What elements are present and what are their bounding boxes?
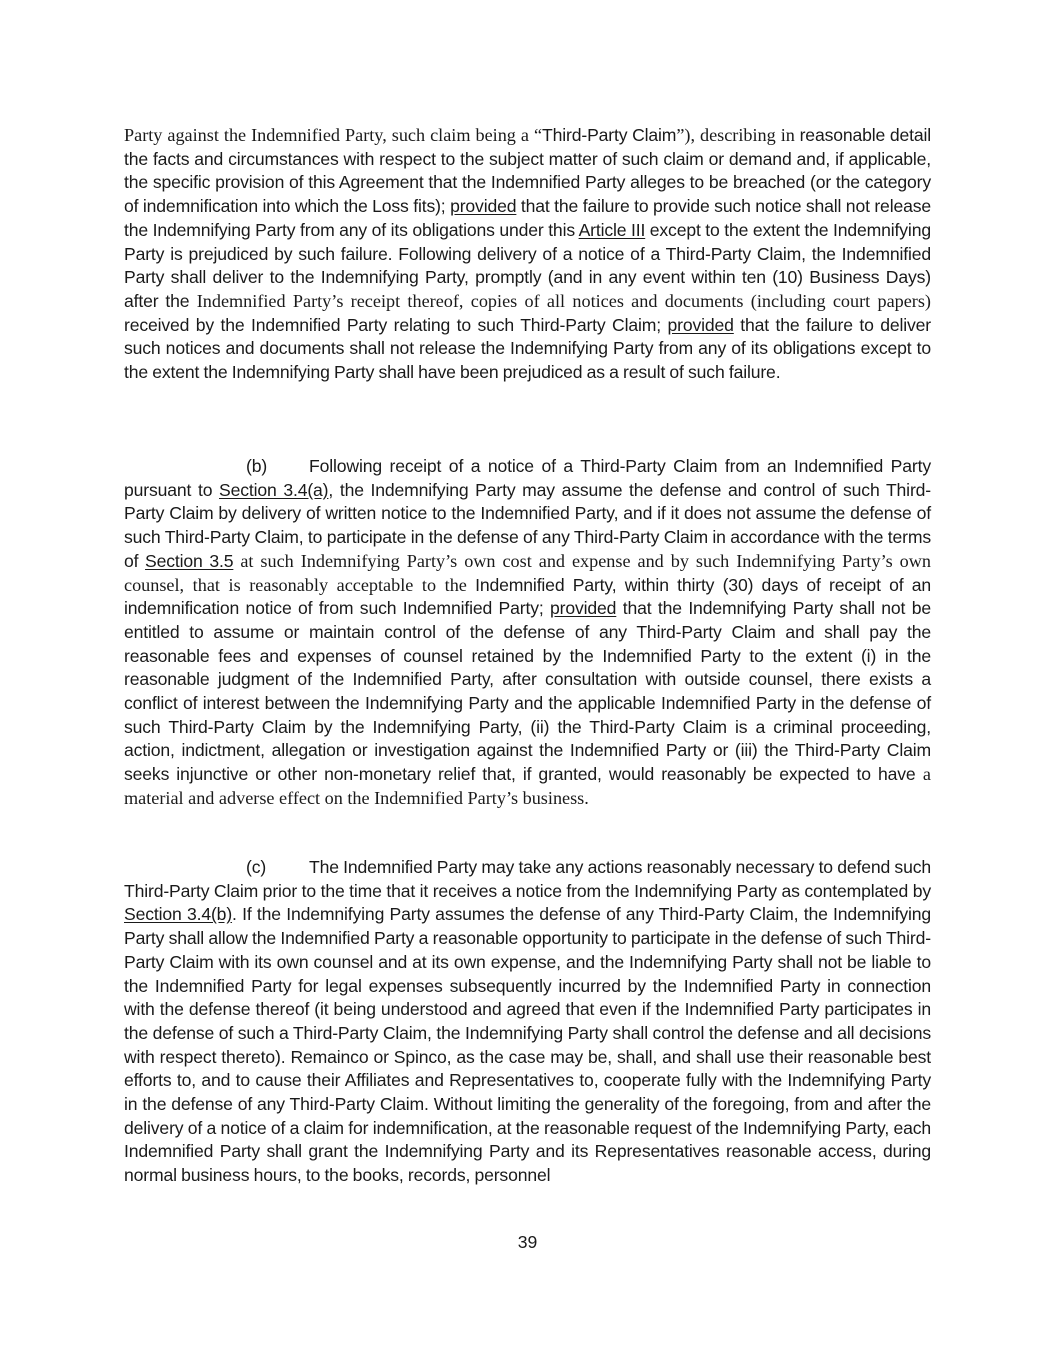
text-segment: Indemnified Party, within thirty (30) days of receipt of an indemnification notice of from such Indemnified Party;	[124, 574, 931, 619]
text-segment: The Indemnified Party may take any actions reasonably necessary to defend such Third-Party Claim prior to the time that it receives a notice from the Indemnifying Party as contemplated by	[124, 857, 931, 901]
text-segment: Indemnified Party’s receipt thereof, copies of all notices and documents (including court papers)	[189, 290, 931, 311]
article-reference: Article III	[578, 219, 646, 240]
text-segment: that the Indemnifying Party shall not be entitled to assume or maintain control of the defense of any Third-Party Claim and shall pay the reasonable fees and expenses of counsel retained by the Indemnified Party to the extent (i) in the reasonable judgment of the Indemnified Party, after consultation with outside counsel, there exists a conflict of interest between the Indemnifying Party and the applicable Indemnified Party in the defense of such Third-Party Claim by the Indemnifying Party, (ii) the Third-Party Claim is a criminal proceeding, action, indictment, allegation or investigation against the Indemnified Party or (iii) the Third-Party Claim seeks injunctive or other non-monetary relief that, if granted, would reasonably be expected to have	[124, 598, 931, 785]
text-segment: Following receipt of a notice of a Third-Party Claim from an Indemnified Party pursuant to	[124, 456, 931, 500]
text-segment: that the failure to provide such notice shall not release the Indemnifying Party from any of its obligations under this	[124, 196, 931, 240]
defined-term: Third-Party Claim	[542, 125, 677, 145]
paragraph-label: (b)	[246, 456, 268, 476]
text-segment: received by the Indemnified Party relating to such Third-Party Claim;	[124, 314, 668, 335]
text-segment: at such Indemnifying Party’s own cost and expense and by such Indemnifying Party’s own counsel, that is reasonably acceptable to the	[124, 550, 931, 595]
text-segment: reasonable detail the facts and circumstances with respect to the subject matter of such claim or demand and, if applicable, the specific provision of this Agreement that the Indemnified Party alleges to be breached (or the category of indemnification into which the Loss fits);	[124, 125, 932, 217]
text-segment: Party against the Indemnified Party, such claim being a “	[124, 125, 543, 145]
text-segment: , the Indemnifying Party may assume the defense and control of such Third-Party Claim by delivery of written notice to the Indemnified Party, and if it does not assume the defense of such Third-Party Claim, to participate in the defense of any Third-Party Claim in accordance with the terms of	[124, 479, 931, 571]
paragraph-c	[124, 856, 931, 1188]
page-number: 39	[517, 1232, 538, 1252]
provided-term: provided	[667, 314, 734, 335]
provided-term: provided	[550, 598, 617, 619]
section-reference: Section 3.4(a)	[219, 479, 329, 500]
text-segment: . If the Indemnifying Party assumes the defense of any Third-Party Claim, the Indemnifying Party shall allow the Indemnified Party a reasonable opportunity to participate in the defense of such Third-Party Claim with its own counsel and at its own expense, and the Indemnifying Party shall not be liable to the Indemnified Party for legal expenses subsequently incurred by the Indemnified Party in connection with the defense thereof (it being understood and agreed that even if the Indemnified Party participates in the defense of such a Third-Party Claim, the Indemnifying Party shall control the defense and all decisions with respect thereto). Remainco or Spinco, as the case may be, shall, and shall use their reasonable best efforts to, and to cause their Affiliates and Representatives to, cooperate fully with the Indemnifying Party in the defense of any Third-Party Claim. Without limiting the generality of the foregoing, from and after the delivery of a notice of a claim for indemnification, at the reasonable request of the Indemnifying Party, each Indemnified Party shall grant the Indemnifying Party and its Representatives reasonable access, during normal business hours, to the books, records, personnel	[124, 904, 931, 1186]
text-segment: a material and adverse effect on the Indemnified Party’s business.	[124, 764, 932, 808]
text-segment: except to the extent the Indemnifying Party is prejudiced by such failure. Following delivery of a notice of a Third-Party Claim, the Indemnified Party shall deliver to the Indemnifying Party, promptly (and in any event within ten (10) Business Days) after the	[124, 219, 931, 311]
paragraph-continuation	[124, 124, 931, 385]
text-segment: that the failure to deliver such notices and documents shall not release the Indemnifying Party from any of its obligations except to the extent the Indemnifying Party shall have been prejudiced as a result of such failure.	[124, 314, 931, 383]
paragraph-b	[124, 455, 931, 811]
provided-term: provided	[450, 196, 517, 217]
section-reference: Section 3.5	[145, 550, 234, 571]
paragraph-label: (c)	[246, 857, 267, 877]
section-reference: Section 3.4(b)	[124, 904, 233, 925]
text-segment: ”), describing in	[676, 125, 795, 145]
